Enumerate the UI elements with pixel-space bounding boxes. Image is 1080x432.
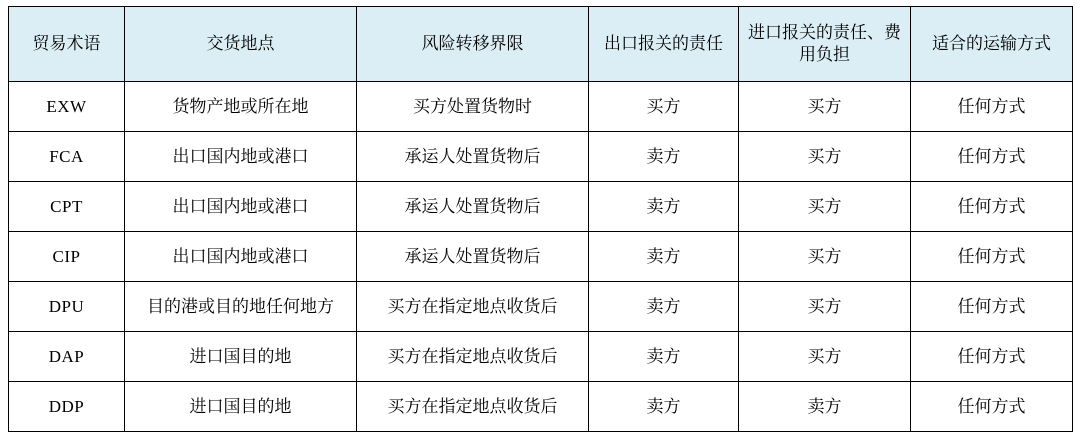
cell-transport-mode: 任何方式 <box>911 232 1073 282</box>
column-header-transport-mode: 适合的运输方式 <box>911 7 1073 82</box>
cell-transport-mode: 任何方式 <box>911 132 1073 182</box>
cell-risk-transfer: 买方在指定地点收货后 <box>357 382 589 432</box>
cell-transport-mode: 任何方式 <box>911 382 1073 432</box>
table-row <box>9 232 1073 282</box>
cell-trade-term: DDP <box>9 382 125 432</box>
table-header <box>9 7 1073 82</box>
column-header-export-customs: 出口报关的责任 <box>589 7 739 82</box>
cell-import-customs: 买方 <box>739 82 911 132</box>
column-header-import-customs: 进口报关的责任、费用负担 <box>739 7 911 82</box>
cell-trade-term: DPU <box>9 282 125 332</box>
cell-import-customs: 买方 <box>739 182 911 232</box>
table-row <box>9 182 1073 232</box>
cell-export-customs: 卖方 <box>589 132 739 182</box>
cell-delivery-place: 出口国内地或港口 <box>125 132 357 182</box>
table-row <box>9 382 1073 432</box>
cell-trade-term: CPT <box>9 182 125 232</box>
cell-import-customs: 买方 <box>739 132 911 182</box>
table-row <box>9 132 1073 182</box>
table-body <box>9 82 1073 432</box>
table-header-row <box>9 7 1073 82</box>
cell-trade-term: CIP <box>9 232 125 282</box>
cell-trade-term: DAP <box>9 332 125 382</box>
cell-import-customs: 买方 <box>739 332 911 382</box>
table-row <box>9 332 1073 382</box>
cell-transport-mode: 任何方式 <box>911 282 1073 332</box>
cell-export-customs: 买方 <box>589 82 739 132</box>
cell-export-customs: 卖方 <box>589 382 739 432</box>
column-header-delivery-place: 交货地点 <box>125 7 357 82</box>
cell-import-customs: 卖方 <box>739 382 911 432</box>
cell-delivery-place: 出口国内地或港口 <box>125 232 357 282</box>
cell-delivery-place: 货物产地或所在地 <box>125 82 357 132</box>
cell-risk-transfer: 买方在指定地点收货后 <box>357 332 589 382</box>
cell-export-customs: 卖方 <box>589 232 739 282</box>
cell-delivery-place: 进口国目的地 <box>125 382 357 432</box>
column-header-trade-term: 贸易术语 <box>9 7 125 82</box>
cell-import-customs: 买方 <box>739 232 911 282</box>
cell-delivery-place: 出口国内地或港口 <box>125 182 357 232</box>
incoterms-table <box>8 6 1073 432</box>
cell-transport-mode: 任何方式 <box>911 182 1073 232</box>
cell-delivery-place: 目的港或目的地任何地方 <box>125 282 357 332</box>
cell-import-customs: 买方 <box>739 282 911 332</box>
table-row <box>9 82 1073 132</box>
cell-export-customs: 卖方 <box>589 282 739 332</box>
cell-risk-transfer: 买方处置货物时 <box>357 82 589 132</box>
cell-transport-mode: 任何方式 <box>911 82 1073 132</box>
cell-risk-transfer: 承运人处置货物后 <box>357 232 589 282</box>
cell-delivery-place: 进口国目的地 <box>125 332 357 382</box>
cell-export-customs: 卖方 <box>589 332 739 382</box>
cell-risk-transfer: 买方在指定地点收货后 <box>357 282 589 332</box>
cell-risk-transfer: 承运人处置货物后 <box>357 182 589 232</box>
cell-trade-term: FCA <box>9 132 125 182</box>
table-row <box>9 282 1073 332</box>
cell-trade-term: EXW <box>9 82 125 132</box>
cell-export-customs: 卖方 <box>589 182 739 232</box>
column-header-risk-transfer: 风险转移界限 <box>357 7 589 82</box>
cell-risk-transfer: 承运人处置货物后 <box>357 132 589 182</box>
cell-transport-mode: 任何方式 <box>911 332 1073 382</box>
